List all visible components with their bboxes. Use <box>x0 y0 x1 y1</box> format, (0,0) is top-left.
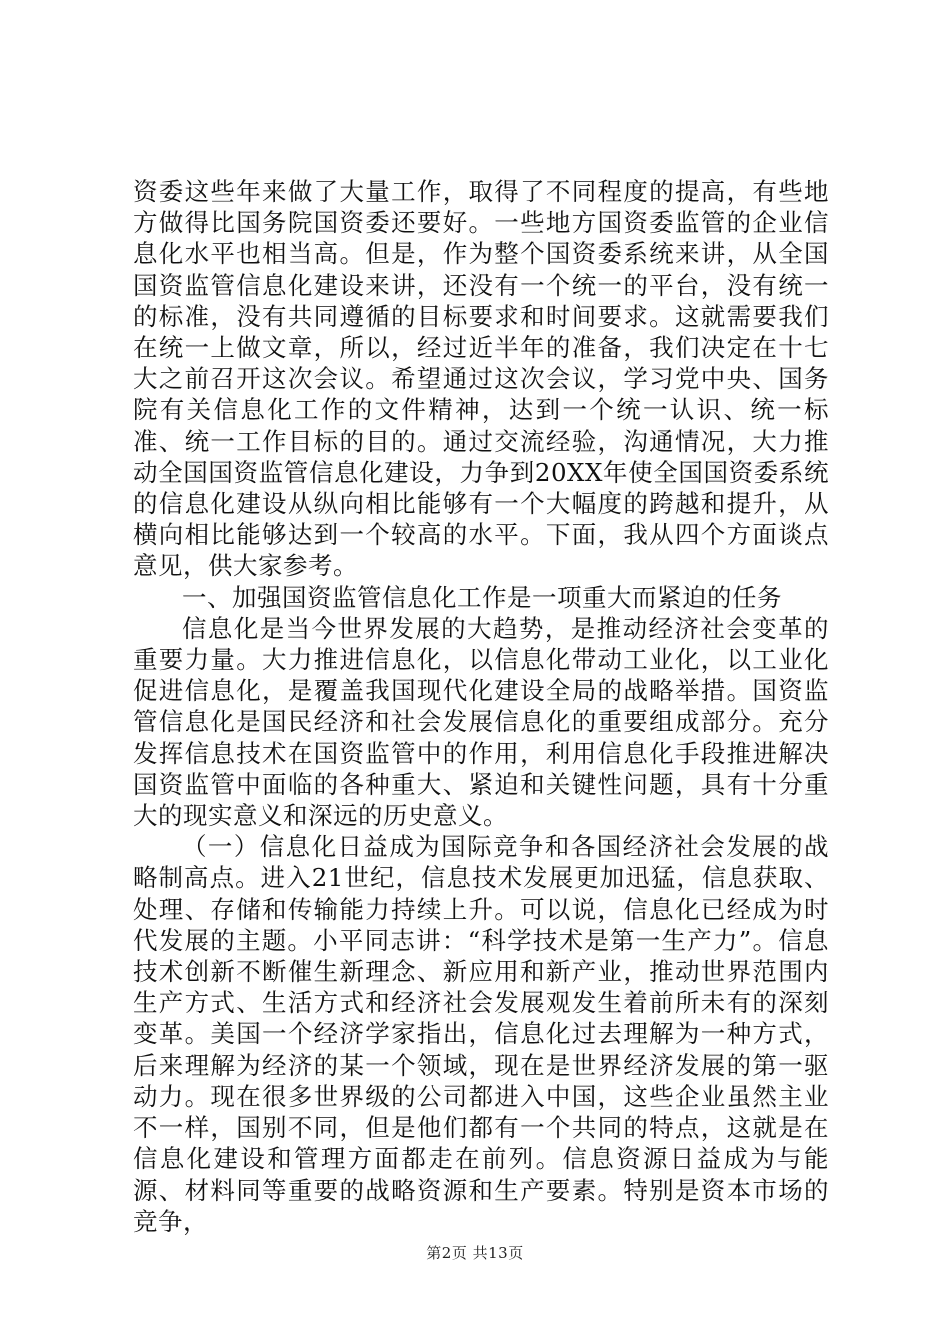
paragraph-informatization-trend: 信息化是当今世界发展的大趋势，是推动经济社会变革的重要力量。大力推进信息化，以信息化带动工业化，以工业化促进信息化，是覆盖我国现代化建设全局的战略举措。国资监管信息化是国民经济和社会发展信息化的重要组成部分。充分发挥信息技术在国资监管中的作用，利用信息化手段推进解决国资监管中面临的各种重大、紧迫和关键性问题，具有十分重大的现实意义和深远的历史意义。 <box>133 613 829 831</box>
section-heading: 一、加强国资监管信息化工作是一项重大而紧迫的任务 <box>182 582 782 612</box>
page-footer: 第2页 共13页 <box>426 1244 524 1262</box>
paragraph-continuation: 资委这些年来做了大量工作，取得了不同程度的提高，有些地方做得比国务院国资委还要好。一些地方国资委监管的企业信息化水平也相当高。但是，作为整个国资委系统来讲，从全国国资监管信息化建设来讲，还没有一个统一的平台，没有统一的标准，没有共同遵循的目标要求和时间要求。这就需要我们在统一上做文章，所以，经过近半年的准备，我们决定在十七大之前召开这次会议。希望通过这次会议，学习党中央、国务院有关信息化工作的文件精神，达到一个统一认识、统一标准、统一工作目标的目的。通过交流经验，沟通情况，大力推动全国国资监管信息化建设，力争到20XX年使全国国资委系统的信息化建设从纵向相比能够有一个大幅度的跨越和提升，从横向相比能够达到一个较高的水平。下面，我从四个方面谈点意见，供大家参考。 <box>133 177 829 581</box>
paragraph-subsection-one: （一）信息化日益成为国际竞争和各国经济社会发展的战略制高点。进入21世纪，信息技术发展更加迅猛，信息获取、处理、存储和传输能力持续上升。可以说，信息化已经成为时代发展的主题。小平同志讲：“科学技术是第一生产力”。信息技术创新不断催生新理念、新应用和新产业，推动世界范围内生产方式、生活方式和经济社会发展观发生着前所未有的深刻变革。美国一个经济学家指出，信息化过去理解为一种方式，后来理解为经济的某一个领域，现在是世界经济发展的第一驱动力。现在很多世界级的公司都进入中国，这些企业虽然主业不一样，国别不同，但是他们都有一个共同的特点，这就是在信息化建设和管理方面都走在前列。信息资源日益成为与能源、材料同等重要的战略资源和生产要素。特别是资本市场的竞争， <box>133 832 829 1236</box>
document-body <box>133 176 829 1237</box>
